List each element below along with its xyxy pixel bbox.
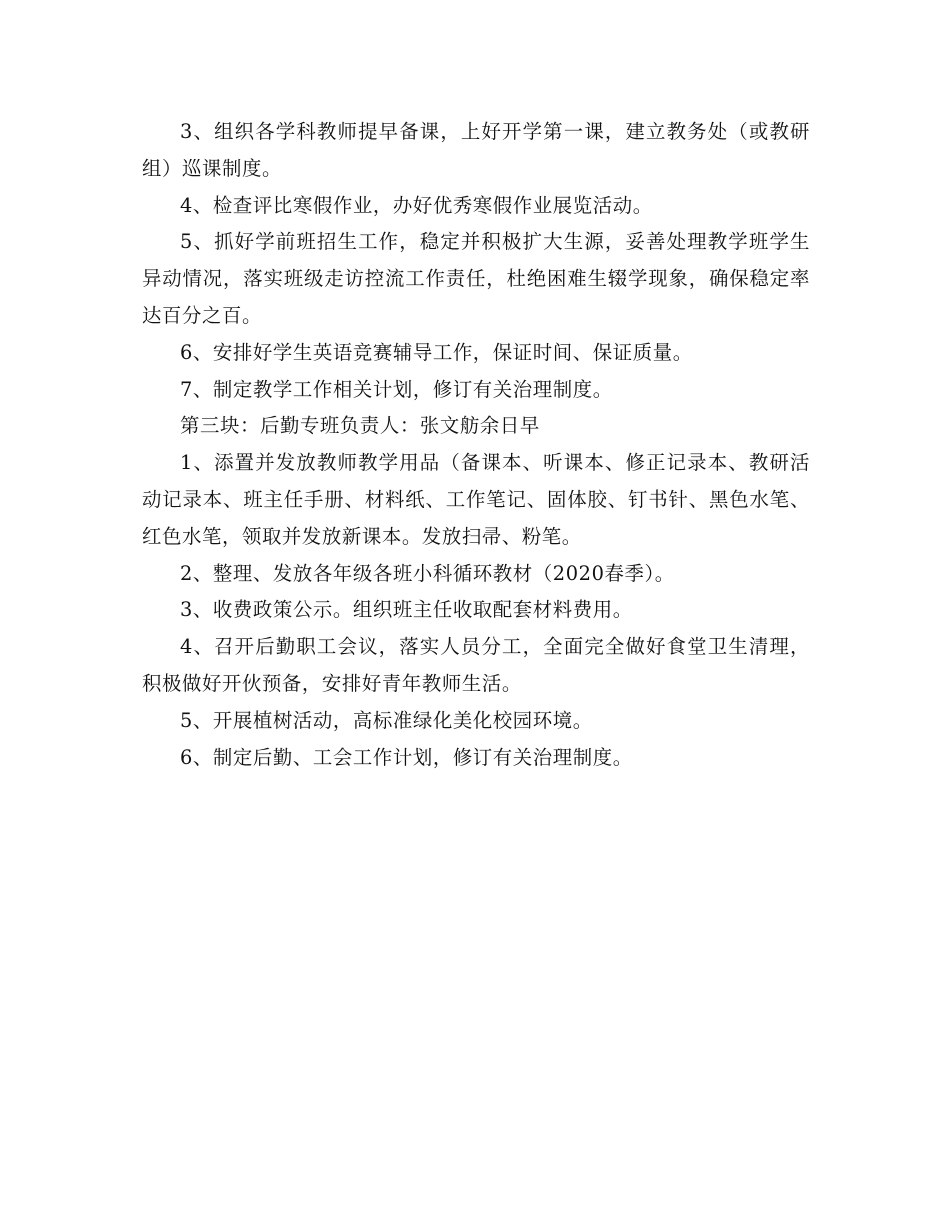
paragraph-item-3: 3、组织各学科教师提早备课，上好开学第一课，建立教务处（或教研组）巡课制度。	[142, 120, 810, 180]
logistics-item-5: 5、开展植树活动，高标准绿化美化校园环境。	[180, 708, 593, 732]
paragraph-item-5: 5、抓好学前班招生工作，稳定并积极扩大生源，妥善处理教学班学生异动情况，落实班级走访控流工作责任，杜绝困难生辍学现象，确保稳定率达百分之百。	[142, 230, 810, 327]
paragraph-item-7: 7、制定教学工作相关计划，修订有关治理制度。	[180, 377, 613, 401]
logistics-item-2: 2、整理、发放各年级各班小科循环教材（2020春季）。	[180, 561, 675, 585]
logistics-item-3: 3、收费政策公示。组织班主任收取配套材料费用。	[180, 598, 633, 622]
logistics-item-6: 6、制定后勤、工会工作计划，修订有关治理制度。	[180, 745, 633, 769]
section-heading-logistics: 第三块：后勤专班负责人：张文舫余日早	[180, 414, 540, 438]
document-body	[142, 114, 810, 776]
logistics-item-4: 4、召开后勤职工会议，落实人员分工，全面完全做好食堂卫生清理，积极做好开伙预备，安排好青年教师生活。	[142, 635, 810, 695]
paragraph-item-4: 4、检查评比寒假作业，办好优秀寒假作业展览活动。	[180, 193, 653, 217]
paragraph-item-6: 6、安排好学生英语竞赛辅导工作，保证时间、保证质量。	[180, 340, 693, 364]
logistics-item-1: 1、添置并发放教师教学用品（备课本、听课本、修正记录本、教研活动记录本、班主任手册、材料纸、工作笔记、固体胶、钉书针、黑色水笔、红色水笔，领取并发放新课本。发放扫帚、粉笔。	[142, 451, 810, 548]
